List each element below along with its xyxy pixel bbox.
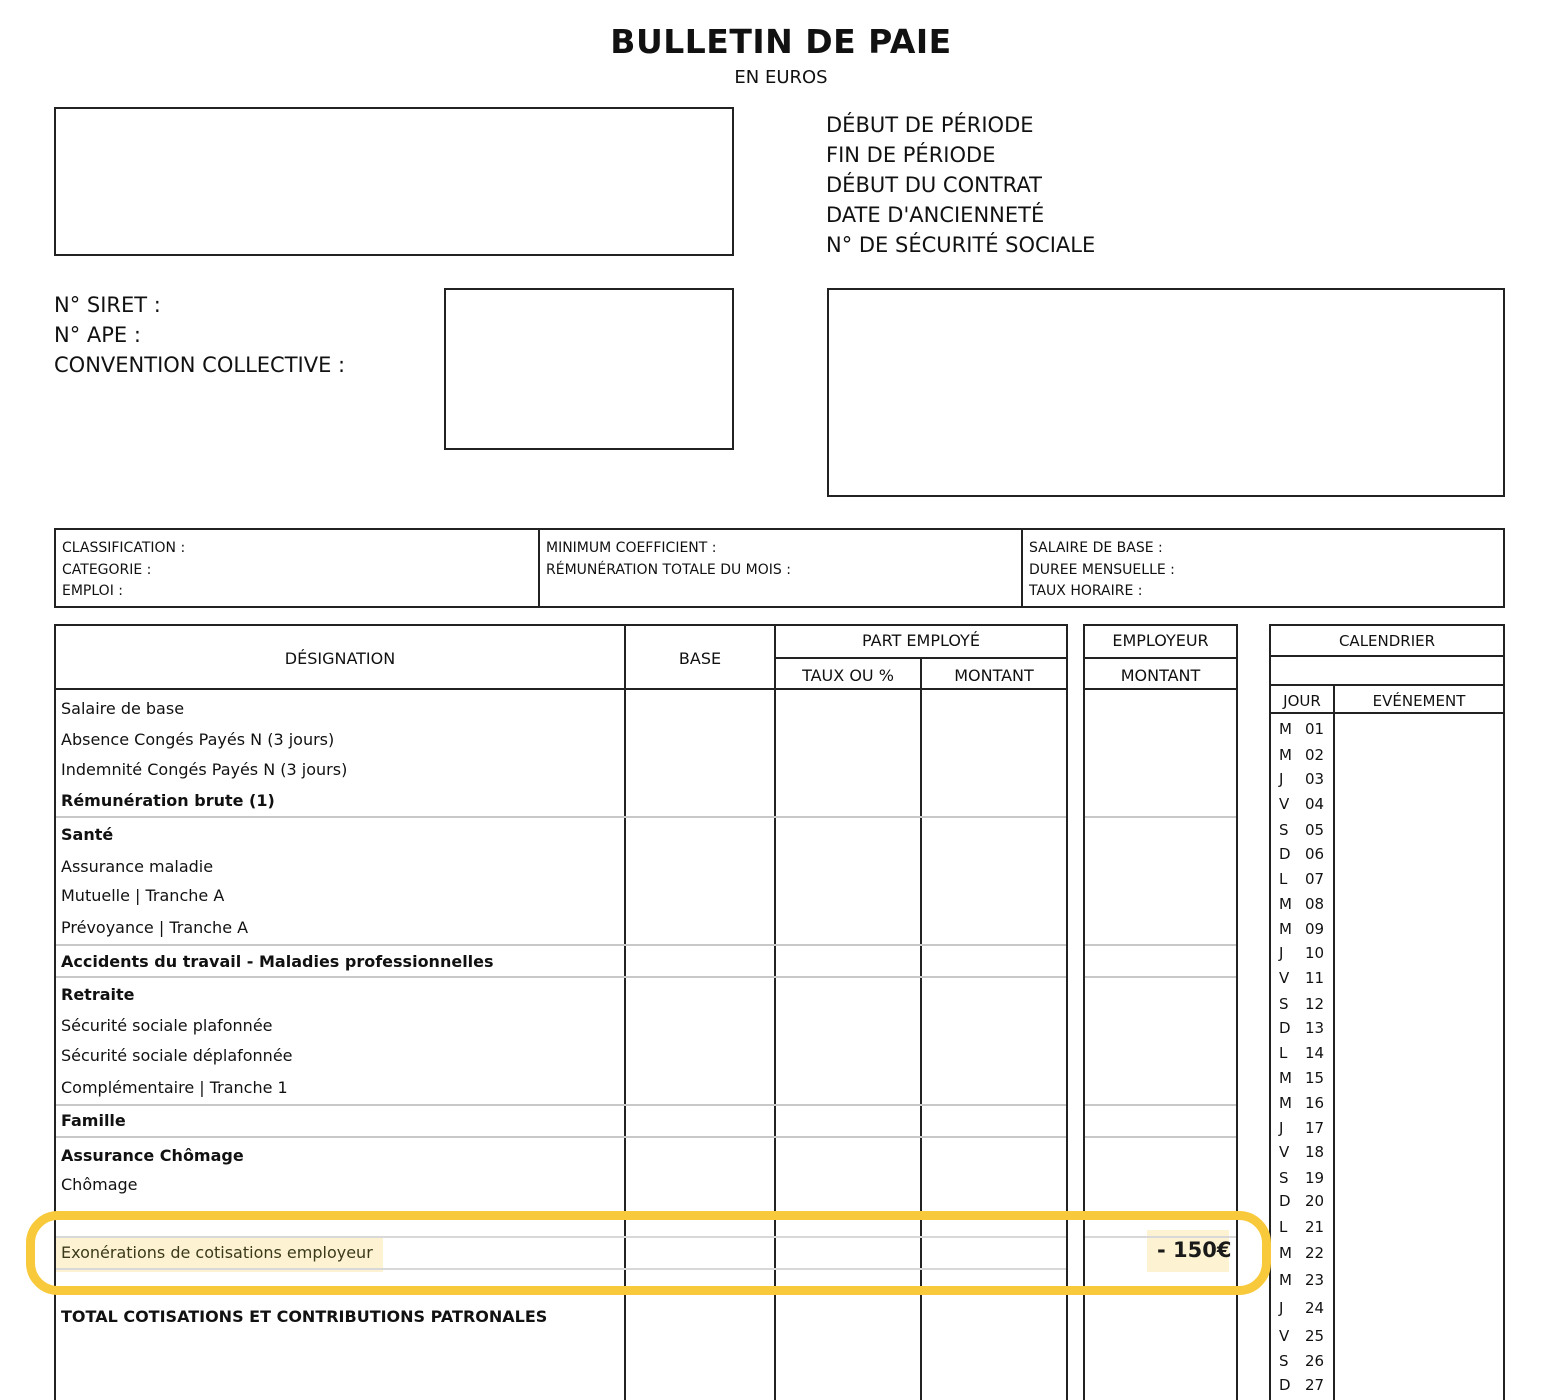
calendar-day — [1279, 995, 1324, 1013]
calendar-day — [1279, 1244, 1324, 1262]
calendar-date: 08 — [1305, 895, 1325, 913]
classification-label: CLASSIFICATION : — [62, 540, 186, 556]
row-paid-leave-indemnity: Indemnité Congés Payés N (3 jours) — [61, 760, 348, 779]
calendar-weekday: J — [1279, 944, 1284, 962]
calendar-day — [1279, 1119, 1324, 1137]
calendar-weekday: M — [1279, 895, 1292, 913]
row-unemployment-insurance: Assurance Chômage — [61, 1146, 244, 1165]
calendar-day — [1279, 1069, 1324, 1087]
calendar-day — [1279, 1094, 1324, 1112]
monthly-remuneration-label: RÉMUNÉRATION TOTALE DU MOIS : — [546, 561, 791, 578]
calendar-day — [1279, 746, 1324, 764]
calendar-weekday: S — [1279, 821, 1289, 839]
calendar-weekday: S — [1279, 1352, 1289, 1370]
calendar-day-header: JOUR — [1283, 692, 1321, 710]
calendar-date: 03 — [1305, 770, 1325, 788]
calendar-weekday: V — [1279, 969, 1290, 987]
calendar-weekday: S — [1279, 995, 1289, 1013]
calendar-date: 01 — [1305, 720, 1325, 738]
row-total-employer-contributions: TOTAL COTISATIONS ET CONTRIBUTIONS PATRONALES — [61, 1307, 548, 1326]
exemption-amount: - 150€ — [1157, 1238, 1232, 1262]
calendar-day — [1279, 845, 1324, 863]
calendar-date: 25 — [1305, 1327, 1325, 1345]
calendar-date: 16 — [1305, 1094, 1325, 1112]
calendar-date: 23 — [1305, 1271, 1325, 1289]
calendar-weekday: M — [1279, 1271, 1292, 1289]
row-complementary: Complémentaire | Tranche 1 — [61, 1078, 288, 1097]
calendar-weekday: L — [1279, 870, 1288, 888]
calendar-day — [1279, 770, 1324, 788]
calendar-weekday: M — [1279, 1094, 1292, 1112]
calendar-weekday: M — [1279, 1069, 1292, 1087]
calendar-weekday: L — [1279, 1044, 1288, 1062]
base-salary-label: SALAIRE DE BASE : — [1029, 540, 1163, 556]
calendar-weekday: V — [1279, 795, 1290, 813]
coefficient-cell — [540, 530, 1022, 606]
calendar-date: 09 — [1305, 920, 1325, 938]
row-family: Famille — [61, 1111, 126, 1130]
calendar-date: 27 — [1305, 1376, 1325, 1394]
calendar-weekday: D — [1279, 845, 1291, 863]
calendar-event-header: EVÉNEMENT — [1372, 692, 1466, 710]
row-employer-exemptions: Exonérations de cotisations employeur — [61, 1243, 373, 1262]
classification-cell — [56, 530, 540, 606]
calendar-day — [1279, 1192, 1324, 1210]
siret-label: N° SIRET : — [54, 293, 161, 317]
calendar-weekday: M — [1279, 746, 1292, 764]
row-health: Santé — [61, 825, 114, 844]
header-taux: TAUX OU % — [802, 666, 894, 685]
contract-start-label: DÉBUT DU CONTRAT — [826, 173, 1042, 197]
employee-address-box — [827, 288, 1505, 497]
calendar-weekday: M — [1279, 920, 1292, 938]
calendar-day — [1279, 895, 1324, 913]
calendar-date: 14 — [1305, 1044, 1325, 1062]
calendar-weekday: S — [1279, 1169, 1289, 1187]
calendar-day — [1279, 1169, 1324, 1187]
header-base: BASE — [678, 649, 722, 668]
hourly-rate-label: TAUX HORAIRE : — [1029, 583, 1143, 599]
calendar-weekday: J — [1279, 770, 1284, 788]
calendar-day — [1279, 1352, 1324, 1370]
calendar-day — [1279, 1218, 1324, 1236]
row-base-salary: Salaire de base — [61, 699, 185, 718]
collective-agreement-label: CONVENTION COLLECTIVE : — [54, 353, 346, 377]
calendar-day — [1279, 1376, 1324, 1394]
calendar-date: 17 — [1305, 1119, 1325, 1137]
calendar-day — [1279, 1019, 1324, 1037]
row-retirement: Retraite — [61, 985, 135, 1004]
calendar-date: 20 — [1305, 1192, 1325, 1210]
calendar-day — [1279, 821, 1324, 839]
calendar-day — [1279, 920, 1324, 938]
row-mutual-insurance: Mutuelle | Tranche A — [61, 886, 225, 905]
calendar-day — [1279, 1271, 1324, 1289]
calendar-weekday: M — [1279, 1244, 1292, 1262]
calendar-weekday: J — [1279, 1299, 1284, 1317]
row-uncapped-social-security: Sécurité sociale déplafonnée — [61, 1046, 293, 1065]
minimum-coefficient-label: MINIMUM COEFFICIENT : — [546, 540, 717, 556]
row-unemployment: Chômage — [61, 1175, 138, 1194]
company-info — [54, 290, 345, 380]
calendar-day — [1279, 795, 1324, 813]
calendar-weekday: D — [1279, 1019, 1291, 1037]
calendar-date: 24 — [1305, 1299, 1325, 1317]
document-title: BULLETIN DE PAIE — [610, 22, 952, 61]
document-subtitle: EN EUROS — [734, 67, 828, 88]
calendar-day — [1279, 969, 1324, 987]
header-part-employe: PART EMPLOYÉ — [862, 631, 980, 650]
calendar-day — [1279, 944, 1324, 962]
calendar-weekday: L — [1279, 1218, 1288, 1236]
period-end-label: FIN DE PÉRIODE — [826, 143, 996, 167]
calendar-date: 21 — [1305, 1218, 1325, 1236]
ape-label: N° APE : — [54, 323, 141, 347]
header-employeur-montant: MONTANT — [1120, 666, 1201, 685]
calendar-date: 12 — [1305, 995, 1325, 1013]
agreement-box — [444, 288, 734, 450]
calendar-weekday: V — [1279, 1327, 1290, 1345]
calendar-date: 18 — [1305, 1143, 1325, 1161]
monthly-duration-label: DUREE MENSUELLE : — [1029, 561, 1175, 578]
salary-cell — [1023, 530, 1503, 606]
calendar-weekday: V — [1279, 1143, 1290, 1161]
calendar-date: 07 — [1305, 870, 1325, 888]
calendar-date: 15 — [1305, 1069, 1325, 1087]
calendar-date: 02 — [1305, 746, 1325, 764]
calendar-day — [1279, 720, 1324, 738]
header-montant: MONTANT — [954, 666, 1034, 685]
job-label: EMPLOI : — [62, 583, 123, 599]
category-label: CATEGORIE : — [62, 561, 152, 578]
calendar-day — [1279, 1327, 1324, 1345]
calendar-day — [1279, 870, 1324, 888]
calendar-weekday: D — [1279, 1376, 1291, 1394]
period-start-label: DÉBUT DE PÉRIODE — [826, 113, 1034, 137]
calendar-weekday: J — [1279, 1119, 1284, 1137]
row-work-accidents: Accidents du travail - Maladies professionnelles — [61, 952, 494, 971]
calendar-weekday: M — [1279, 720, 1292, 738]
calendar-day — [1279, 1143, 1324, 1161]
employer-address-box — [54, 107, 734, 256]
calendar-date: 04 — [1305, 795, 1325, 813]
header-employeur: EMPLOYEUR — [1112, 631, 1209, 650]
calendar-day — [1279, 1299, 1324, 1317]
calendar-date: 06 — [1305, 845, 1325, 863]
row-provident: Prévoyance | Tranche A — [61, 918, 249, 937]
row-capped-social-security: Sécurité sociale plafonnée — [61, 1016, 273, 1035]
social-security-label: N° DE SÉCURITÉ SOCIALE — [826, 233, 1096, 257]
header-designation: DÉSIGNATION — [284, 649, 396, 668]
calendar-date: 22 — [1305, 1244, 1325, 1262]
calendar-date: 26 — [1305, 1352, 1325, 1370]
calendar-date: 11 — [1305, 969, 1325, 987]
calendar-date: 10 — [1305, 944, 1325, 962]
seniority-date-label: DATE D'ANCIENNETÉ — [826, 203, 1045, 227]
calendar-date: 05 — [1305, 821, 1325, 839]
calendar-day — [1279, 1044, 1324, 1062]
row-paid-leave-absence: Absence Congés Payés N (3 jours) — [61, 730, 335, 749]
highlight-callout — [26, 1211, 1271, 1295]
calendar-title: CALENDRIER — [1338, 632, 1436, 650]
calendar-date: 19 — [1305, 1169, 1325, 1187]
employment-info-row — [54, 528, 1505, 608]
period-info — [826, 110, 1095, 260]
row-health-insurance: Assurance maladie — [61, 857, 214, 876]
row-gross-pay: Rémunération brute (1) — [61, 791, 275, 810]
calendar-date: 13 — [1305, 1019, 1325, 1037]
calendar-weekday: D — [1279, 1192, 1291, 1210]
